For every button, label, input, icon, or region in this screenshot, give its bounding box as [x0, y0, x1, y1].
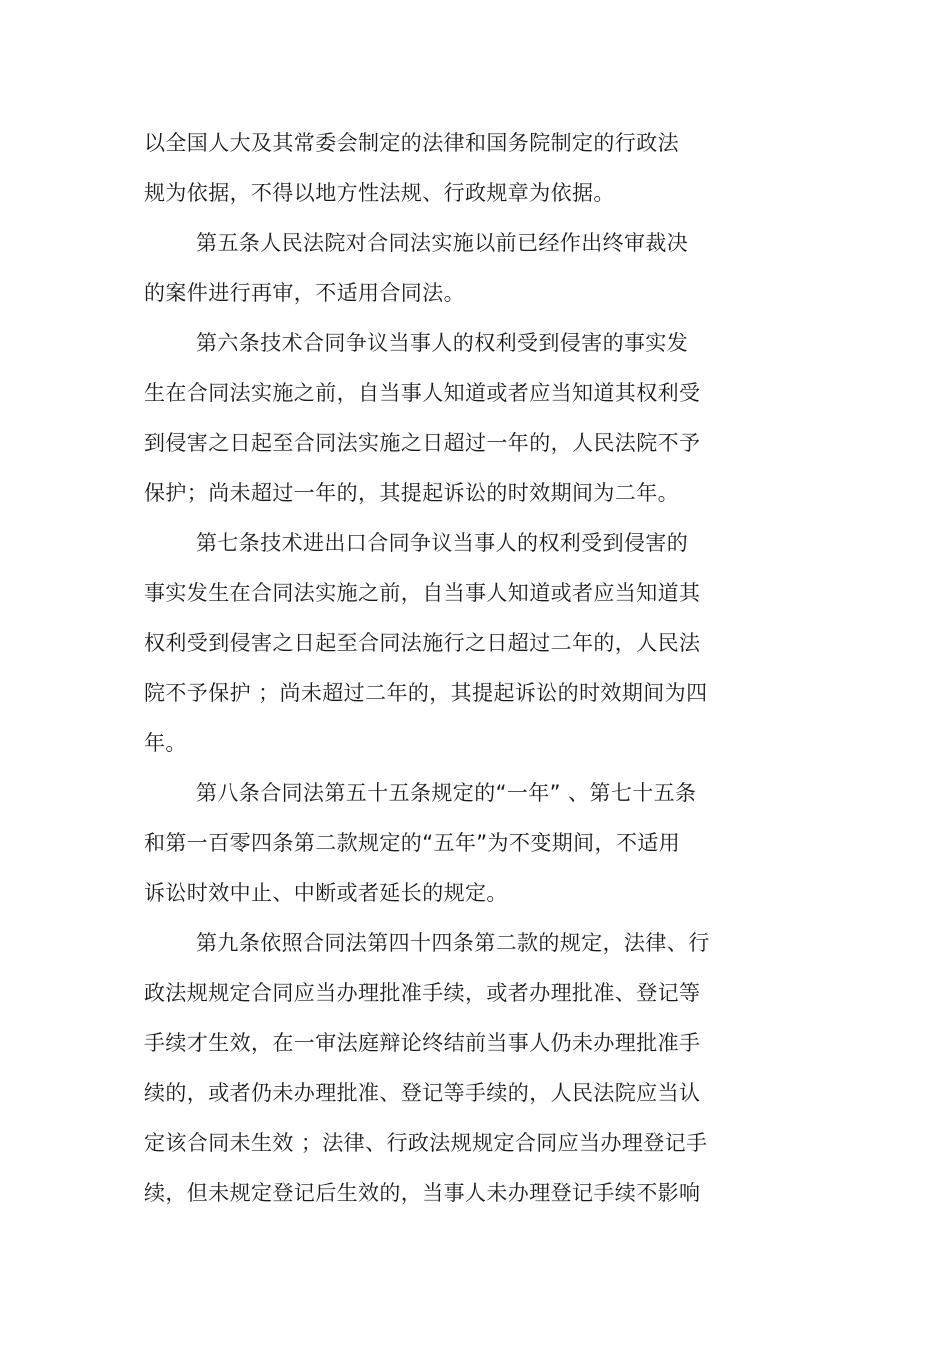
text-line: 规为依据，不得以地方性法规、行政规章为依据。	[144, 181, 615, 205]
paragraph-start-article-8: 第八条合同法第五十五条规定的“一年” 、第七十五条	[196, 781, 697, 805]
text-line: 续，但未规定登记后生效的，当事人未办理登记手续不影响	[144, 1181, 701, 1205]
paragraph-start-article-6: 第六条技术合同争议当事人的权利受到侵害的事实发	[196, 331, 689, 355]
paragraph-start-article-7: 第七条技术进出口合同争议当事人的权利受到侵害的	[196, 531, 689, 555]
text-line: 定该合同未生效 ；法律、行政法规规定合同应当办理登记手	[144, 1131, 708, 1155]
text-line: 院不予保护 ；尚未超过二年的，其提起诉讼的时效期间为四	[144, 681, 708, 705]
text-line: 续的，或者仍未办理批准、登记等手续的，人民法院应当认	[144, 1081, 701, 1105]
text-line: 年。	[144, 731, 187, 755]
text-line: 事实发生在合同法实施之前，自当事人知道或者应当知道其	[144, 581, 701, 605]
text-line: 以全国人大及其常委会制定的法律和国务院制定的行政法	[144, 131, 679, 155]
text-line: 的案件进行再审，不适用合同法。	[144, 281, 465, 305]
text-line: 手续才生效，在一审法庭辩论终结前当事人仍未办理批准手	[144, 1031, 701, 1055]
text-line: 生在合同法实施之前，自当事人知道或者应当知道其权利受	[144, 381, 701, 405]
text-line: 诉讼时效中止、中断或者延长的规定。	[144, 881, 508, 905]
text-line: 到侵害之日起至合同法实施之日超过一年的，人民法院不予	[144, 431, 701, 455]
paragraph-start-article-5: 第五条人民法院对合同法实施以前已经作出终审裁决	[196, 231, 689, 255]
text-line: 权利受到侵害之日起至合同法施行之日超过二年的，人民法	[144, 631, 701, 655]
paragraph-start-article-9: 第九条依照合同法第四十四条第二款的规定，法律、行	[196, 931, 710, 955]
text-line: 政法规规定合同应当办理批准手续，或者办理批准、登记等	[144, 981, 701, 1005]
text-line: 保护；尚未超过一年的，其提起诉讼的时效期间为二年。	[144, 481, 679, 505]
text-line: 和第一百零四条第二款规定的“五年”为不变期间，不适用	[144, 831, 681, 855]
